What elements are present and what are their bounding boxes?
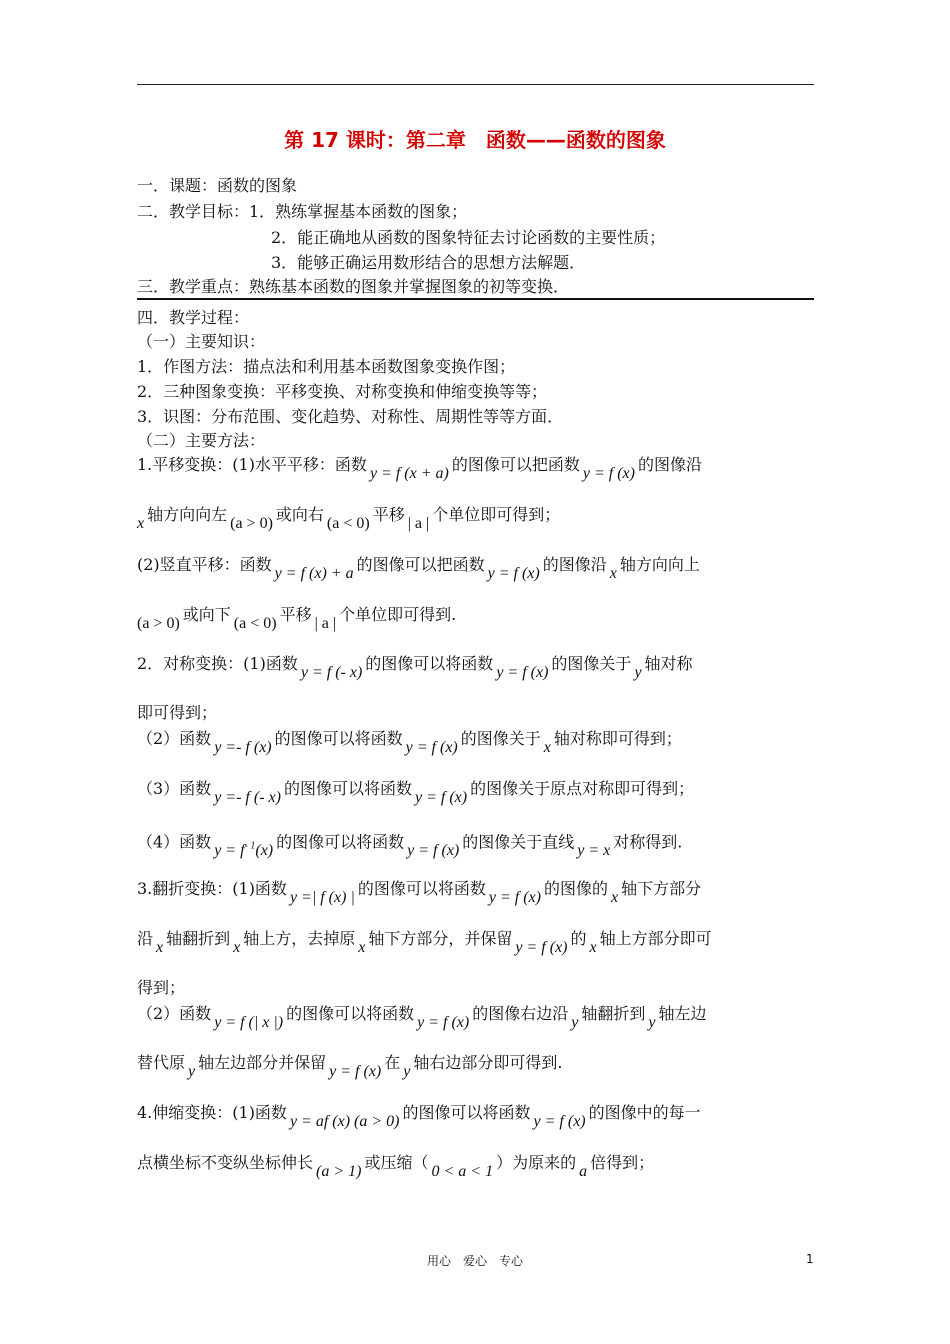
formula: (a > 0) (230, 515, 273, 532)
formula: y =- f (- x) (214, 789, 281, 806)
stretch-line-2: 点横坐标不变纵坐标伸长 (a > 1) 或压缩（ 0 < a < 1 ）为原来的 a 倍得到； (137, 1153, 655, 1180)
formula: x (543, 739, 551, 756)
sym-line-1: 2．对称变换：(1)函数 y = f (- x) 的图像可以将函数 y = f (x) 的图像关于 y 轴对称 (137, 654, 693, 681)
shift-line-2: x 轴方向向左 (a > 0) 或向右 (a < 0) 平移 | a | 个单位即可得到； (137, 505, 561, 532)
formula: y (648, 1014, 656, 1031)
page-title: 第 17 课时：第二章 函数——函数的图象 (284, 128, 666, 152)
stretch-line-1: 4.伸缩变换：(1)函数 y = af (x) (a > 0) 的图像可以将函数 y = f (x) 的图像中的每一 (137, 1103, 701, 1130)
formula: y = f (x) (407, 842, 460, 860)
formula: x (137, 515, 145, 532)
formula: x (609, 565, 617, 582)
flip-line-3: 得到； (137, 978, 186, 997)
sym-line-2: 即可得到； (137, 703, 218, 722)
key-point-line: 三．教学重点：熟练基本函数的图象并掌握图象的初等变换． (137, 277, 570, 296)
topic-line: 一．课题：函数的图象 (137, 176, 298, 195)
formula: y = f (x + a) (369, 465, 449, 482)
formula: | a | (314, 615, 337, 632)
header-rule (137, 84, 814, 85)
formula: $y = f^{- 1}(x)$ (214, 841, 274, 860)
page-footer: 用心 爱心 专心 (426, 1254, 523, 1268)
shift-line-4: (a > 0) 或向下 (a < 0) 平移 | a | 个单位即可得到. (137, 605, 457, 632)
formula: y = x (577, 842, 611, 860)
formula: y (571, 1014, 579, 1031)
formula: y = f (x) (487, 565, 540, 582)
formula: x (610, 889, 619, 906)
formula: y = f (x) (515, 939, 568, 956)
formula: 0 < a < 1 (431, 1163, 494, 1180)
sym-line-5: （4）函数 $y = f^{- 1}(x)$ 的图像可以将函数 y = f (x) 的图像关于直线 y = x 对称得到. (137, 832, 683, 860)
formula: y =- f (x) (214, 739, 272, 756)
formula: y = f (x) (582, 465, 635, 482)
objective-line-1: 二．教学目标：1．熟练掌握基本函数的图象； (137, 202, 468, 221)
knowledge-item-2: 2．三种图象变换：平移变换、对称变换和伸缩变换等等； (137, 382, 548, 401)
formula: x (156, 939, 164, 956)
formula: y (403, 1063, 411, 1080)
shift-line-3: (2)竖直平移：函数 y = f (x) + a 的图像可以把函数 y = f (x) 的图像沿 x 轴方向向上 (137, 555, 700, 582)
knowledge-item-3: 3．识图：分布范围、变化趋势、对称性、周期性等等方面． (137, 407, 564, 426)
formula: y = f (x) (405, 739, 458, 756)
formula: y = f (x) (329, 1063, 382, 1080)
formula: y (634, 664, 642, 681)
knowledge-item-1: 1．作图方法：描点法和利用基本函数图象变换作图； (137, 357, 516, 376)
knowledge-heading: （一）主要知识： (137, 332, 266, 351)
methods-heading: （二）主要方法： (137, 431, 266, 450)
flip-line-4: （2）函数 y = f (| x |) 的图像可以将函数 y = f (x) 的图像右边沿 y 轴翻折到 y 轴左边 (137, 1004, 707, 1031)
formula: x (358, 939, 366, 956)
formula: | a | (407, 515, 430, 532)
formula: y =| f (x) | (289, 889, 355, 906)
process-heading: 四．教学过程： (137, 308, 250, 327)
formula: a (579, 1163, 588, 1180)
sym-line-3: （2）函数 y =- f (x) 的图像可以将函数 y = f (x) 的图像关于 x 轴对称即可得到； (137, 729, 682, 756)
formula: y = f (x) (488, 889, 541, 906)
flip-line-1: 3.翻折变换：(1)函数 y =| f (x) | 的图像可以将函数 y = f (x) 的图像的 x 轴下方部分 (137, 879, 702, 906)
section-divider (137, 298, 814, 300)
formula: x (589, 939, 597, 956)
formula: y = f (- x) (300, 664, 363, 681)
flip-line-2: 沿 x 轴翻折到 x 轴上方，去掉原 x 轴下方部分，并保留 y = f (x) 的 x 轴上方部分即可 (137, 929, 712, 956)
sym-line-4: （3）函数 y =- f (- x) 的图像可以将函数 y = f (x) 的图像关于原点对称即可得到； (137, 779, 695, 806)
formula: y = f (x) (533, 1113, 586, 1130)
formula: x (233, 939, 241, 956)
formula: y = f (| x |) (214, 1014, 284, 1031)
shift-line-1: 1.平移变换：(1)水平平移：函数 y = f (x + a) 的图像可以把函数 y = f (x) 的图像沿 (137, 455, 702, 482)
flip-line-5: 替代原 y 轴左边部分并保留 y = f (x) 在 y 轴右边部分即可得到. (137, 1053, 563, 1080)
objective-line-2: 2．能正确地从函数的图象特征去讨论函数的主要性质； (271, 228, 666, 247)
formula: (a < 0) (233, 615, 277, 632)
objective-line-3: 3．能够正确运用数形结合的思想方法解题． (271, 253, 586, 272)
formula: (a > 1) (316, 1163, 362, 1180)
formula: y = f (x) + a (274, 565, 354, 582)
formula: y = af (x) (a > 0) (289, 1113, 400, 1130)
page-number: 1 (806, 1252, 814, 1266)
formula: y = f (x) (414, 789, 468, 806)
formula: y (188, 1063, 196, 1080)
formula: y = f (x) (417, 1014, 470, 1031)
formula: (a < 0) (326, 515, 370, 532)
formula: (a > 0) (137, 615, 180, 632)
formula: y = f (x) (496, 664, 549, 681)
